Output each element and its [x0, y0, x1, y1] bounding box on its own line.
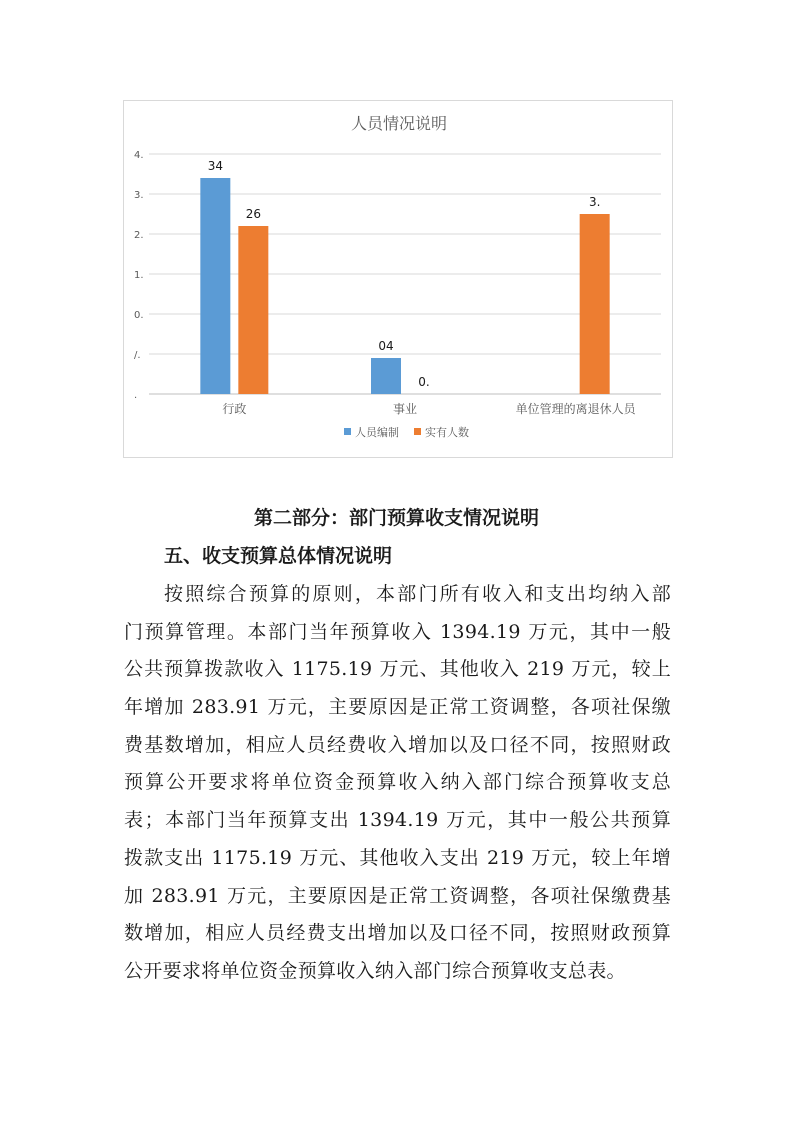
y-tick-label: /. — [134, 350, 141, 361]
chart-frame — [123, 100, 673, 458]
paragraph-line: 门预算管理。本部门当年预算收入 1394.19 万元，其中一般 — [124, 620, 671, 643]
bar-actual — [580, 214, 610, 394]
x-category-label: 行政 — [222, 402, 247, 416]
sub-title: 五、收支预算总体情况说明 — [164, 545, 393, 567]
paragraph-line: 按照综合预算的原则，本部门所有收入和支出均纳入部 — [164, 583, 671, 605]
y-tick-label: 3. — [134, 190, 144, 201]
bar-staffing — [200, 178, 230, 394]
data-label: 0. — [418, 375, 430, 389]
data-label: 34 — [207, 159, 223, 173]
y-tick-label: 0. — [134, 310, 144, 321]
paragraph-line: 加 283.91 万元，主要原因是正常工资调整，各项社保缴费基 — [124, 884, 671, 907]
y-tick-label: . — [134, 390, 138, 401]
paragraph — [124, 576, 671, 991]
bar-chart — [124, 101, 674, 459]
y-tick-label: 2. — [134, 230, 144, 241]
x-category-label: 事业 — [392, 402, 418, 416]
data-label: 26 — [245, 207, 261, 221]
x-category-label: 单位管理的离退休人员 — [515, 402, 636, 416]
bar-staffing — [371, 358, 401, 394]
legend-label: 人员编制 — [355, 426, 399, 439]
chart-title: 人员情况说明 — [350, 114, 448, 133]
paragraph-line: 数增加，相应人员经费支出增加以及口径不同，按照财政预算 — [124, 922, 671, 945]
data-label: 04 — [378, 339, 394, 353]
section-title: 第二部分：部门预算收支情况说明 — [253, 507, 539, 529]
paragraph-line: 公开要求将单位资金预算收入纳入部门综合预算收支总表。 — [124, 959, 626, 982]
paragraph-line: 拨款支出 1175.19 万元、其他收入支出 219 万元，较上年增 — [124, 846, 671, 869]
paragraph-line: 费基数增加，相应人员经费收入增加以及口径不同，按照财政 — [124, 733, 671, 756]
paragraph-line: 预算公开要求将单位资金预算收入纳入部门综合预算收支总 — [124, 771, 671, 794]
paragraph-line: 年增加 283.91 万元，主要原因是正常工资调整，各项社保缴 — [124, 696, 671, 719]
legend-label: 实有人数 — [425, 426, 469, 439]
legend-swatch — [344, 428, 351, 435]
data-label: 3. — [588, 195, 601, 209]
bar-actual — [238, 226, 268, 394]
y-tick-label: 4. — [134, 150, 144, 161]
y-tick-label: 1. — [134, 270, 144, 281]
paragraph-line: 表；本部门当年预算支出 1394.19 万元，其中一般公共预算 — [124, 809, 671, 832]
paragraph-line: 公共预算拨款收入 1175.19 万元、其他收入 219 万元，较上 — [124, 658, 671, 681]
legend-swatch — [414, 428, 421, 435]
